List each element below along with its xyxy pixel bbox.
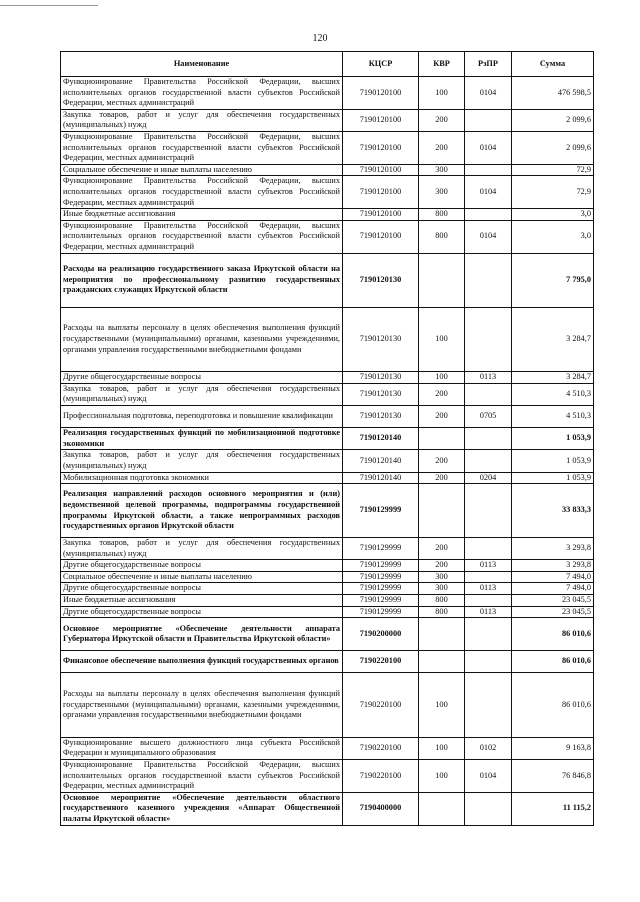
row-kvr: 100 xyxy=(419,372,465,384)
row-kvr: 100 xyxy=(419,307,465,372)
row-sum: 23 045,5 xyxy=(512,606,594,618)
table-row xyxy=(61,737,594,759)
row-sum: 3 293,8 xyxy=(512,538,594,560)
row-kcsr: 7190120100 xyxy=(343,109,419,131)
row-rzpr xyxy=(465,253,512,307)
row-sum: 2 099,6 xyxy=(512,109,594,131)
row-kvr: 800 xyxy=(419,606,465,618)
row-name: Функционирование Правительства Российской Федерации, высших исполнительных органов государственной власти субъектов Российской Федерации, местных администраций xyxy=(61,77,343,110)
row-kcsr: 7190120130 xyxy=(343,307,419,372)
table-row xyxy=(61,109,594,131)
table-row xyxy=(61,77,594,110)
row-kcsr: 7190129999 xyxy=(343,606,419,618)
row-name: Основное мероприятие «Обеспечение деятельности областного государственного казенного учреждения «Аппарат Общественной палаты Иркутской области» xyxy=(61,792,343,825)
row-rzpr xyxy=(465,618,512,651)
row-rzpr xyxy=(465,383,512,405)
row-name: Расходы на выплаты персоналу в целях обеспечения выполнения функций государственными (муниципальными) органами, казенными учреждениями, органами управления государственными внебюджетными фондами xyxy=(61,307,343,372)
row-rzpr xyxy=(465,673,512,738)
row-kcsr: 7190120140 xyxy=(343,428,419,450)
row-name: Социальное обеспечение и иные выплаты населению xyxy=(61,164,343,176)
row-name: Социальное обеспечение и иные выплаты населению xyxy=(61,571,343,583)
page-number: 120 xyxy=(312,33,328,44)
row-kvr: 800 xyxy=(419,595,465,607)
row-name: Расходы на выплаты персоналу в целях обеспечения выполнения функций государственными (муниципальными) органами, казенными учреждениями, органами управления государственными внебюджетными фондами xyxy=(61,673,343,738)
row-kcsr: 7190120100 xyxy=(343,176,419,209)
row-kvr: 800 xyxy=(419,209,465,221)
row-kcsr: 7190129999 xyxy=(343,571,419,583)
row-rzpr xyxy=(465,428,512,450)
row-kcsr: 7190129999 xyxy=(343,560,419,572)
row-name: Закупка товаров, работ и услуг для обеспечения государственных (муниципальных) нужд xyxy=(61,538,343,560)
row-kcsr: 7190220100 xyxy=(343,737,419,759)
row-kcsr: 7190120100 xyxy=(343,131,419,164)
row-name: Другие общегосударственные вопросы xyxy=(61,606,343,618)
row-sum: 3 293,8 xyxy=(512,560,594,572)
row-rzpr: 0113 xyxy=(465,606,512,618)
row-name: Закупка товаров, работ и услуг для обеспечения государственных (муниципальных) нужд xyxy=(61,383,343,405)
row-kvr xyxy=(419,484,465,538)
row-kvr: 200 xyxy=(419,472,465,484)
row-name: Функционирование Правительства Российской Федерации, высших исполнительных органов государственной власти субъектов Российской Федерации, местных администраций xyxy=(61,220,343,253)
row-rzpr xyxy=(465,651,512,673)
row-sum: 86 010,6 xyxy=(512,651,594,673)
row-kcsr: 7190120140 xyxy=(343,472,419,484)
row-name: Мобилизационная подготовка экономики xyxy=(61,472,343,484)
row-sum: 476 598,5 xyxy=(512,77,594,110)
row-kvr: 100 xyxy=(419,737,465,759)
row-rzpr: 0104 xyxy=(465,760,512,793)
row-rzpr: 0104 xyxy=(465,176,512,209)
table-row xyxy=(61,220,594,253)
table-row xyxy=(61,176,594,209)
row-sum: 23 045,5 xyxy=(512,595,594,607)
row-sum: 1 053,9 xyxy=(512,428,594,450)
row-kvr: 200 xyxy=(419,405,465,427)
table-row xyxy=(61,428,594,450)
row-kvr: 300 xyxy=(419,164,465,176)
row-kcsr: 7190120130 xyxy=(343,405,419,427)
row-name: Другие общегосударственные вопросы xyxy=(61,372,343,384)
table-row xyxy=(61,307,594,372)
row-sum: 7 795,0 xyxy=(512,253,594,307)
row-sum: 3 284,7 xyxy=(512,307,594,372)
row-rzpr xyxy=(465,164,512,176)
row-kvr xyxy=(419,618,465,651)
row-kcsr: 7190120100 xyxy=(343,164,419,176)
row-rzpr: 0102 xyxy=(465,737,512,759)
row-sum: 33 833,3 xyxy=(512,484,594,538)
table-row xyxy=(61,484,594,538)
row-sum: 2 099,6 xyxy=(512,131,594,164)
row-sum: 1 053,9 xyxy=(512,450,594,472)
row-name: Основное мероприятие «Обеспечение деятельности аппарата Губернатора Иркутской области и Правительства Иркутской области» xyxy=(61,618,343,651)
row-kcsr: 7190120130 xyxy=(343,253,419,307)
row-rzpr xyxy=(465,595,512,607)
row-kcsr: 7190120100 xyxy=(343,77,419,110)
row-rzpr xyxy=(465,307,512,372)
row-kvr: 200 xyxy=(419,109,465,131)
row-kvr: 100 xyxy=(419,77,465,110)
row-kvr: 100 xyxy=(419,673,465,738)
row-sum: 3,0 xyxy=(512,220,594,253)
row-kcsr: 7190120100 xyxy=(343,220,419,253)
row-sum: 3,0 xyxy=(512,209,594,221)
row-rzpr: 0113 xyxy=(465,372,512,384)
row-kvr xyxy=(419,428,465,450)
table-row xyxy=(61,538,594,560)
row-kcsr: 7190400000 xyxy=(343,792,419,825)
table-row xyxy=(61,583,594,595)
table-row xyxy=(61,472,594,484)
row-rzpr xyxy=(465,209,512,221)
row-name: Профессиональная подготовка, переподготовка и повышение квалификации xyxy=(61,405,343,427)
row-rzpr: 0705 xyxy=(465,405,512,427)
row-sum: 7 494,0 xyxy=(512,571,594,583)
row-rzpr xyxy=(465,792,512,825)
row-kcsr: 7190120140 xyxy=(343,450,419,472)
budget-table xyxy=(60,51,594,826)
row-kvr: 200 xyxy=(419,383,465,405)
row-sum: 4 510,3 xyxy=(512,405,594,427)
row-kvr: 200 xyxy=(419,538,465,560)
row-rzpr xyxy=(465,450,512,472)
row-kcsr: 7190200000 xyxy=(343,618,419,651)
table-row xyxy=(61,372,594,384)
row-sum: 1 053,9 xyxy=(512,472,594,484)
table-row xyxy=(61,618,594,651)
row-sum: 72,9 xyxy=(512,164,594,176)
table-row xyxy=(61,253,594,307)
row-sum: 72,9 xyxy=(512,176,594,209)
row-kvr xyxy=(419,651,465,673)
row-kcsr: 7190129999 xyxy=(343,538,419,560)
row-kcsr: 7190220100 xyxy=(343,760,419,793)
row-kcsr: 7190129999 xyxy=(343,484,419,538)
scan-edge-line xyxy=(0,5,98,6)
row-kcsr: 7190220100 xyxy=(343,651,419,673)
table-row xyxy=(61,405,594,427)
row-rzpr: 0104 xyxy=(465,131,512,164)
table-row xyxy=(61,651,594,673)
row-kcsr: 7190129999 xyxy=(343,595,419,607)
row-rzpr: 0204 xyxy=(465,472,512,484)
row-sum: 3 284,7 xyxy=(512,372,594,384)
row-sum: 86 010,6 xyxy=(512,618,594,651)
table-row xyxy=(61,383,594,405)
row-rzpr: 0104 xyxy=(465,220,512,253)
row-rzpr: 0104 xyxy=(465,77,512,110)
header-sum: Сумма xyxy=(512,52,594,77)
row-name: Финансовое обеспечение выполнения функций государственных органов xyxy=(61,651,343,673)
table-row xyxy=(61,164,594,176)
row-kvr: 300 xyxy=(419,176,465,209)
table-row xyxy=(61,131,594,164)
row-name: Функционирование высшего должностного лица субъекта Российской Федерации и муниципального образования xyxy=(61,737,343,759)
table-row xyxy=(61,450,594,472)
row-name: Иные бюджетные ассигнования xyxy=(61,595,343,607)
row-name: Иные бюджетные ассигнования xyxy=(61,209,343,221)
header-kcsr: КЦСР xyxy=(343,52,419,77)
row-name: Расходы на реализацию государственного заказа Иркутской области на мероприятия по профессиональному развитию государственных гражданских служащих Иркутской области xyxy=(61,253,343,307)
table-row xyxy=(61,209,594,221)
row-kvr: 100 xyxy=(419,760,465,793)
row-rzpr: 0113 xyxy=(465,560,512,572)
row-kvr: 200 xyxy=(419,560,465,572)
row-sum: 4 510,3 xyxy=(512,383,594,405)
row-kvr: 300 xyxy=(419,571,465,583)
row-kvr: 300 xyxy=(419,583,465,595)
row-sum: 7 494,0 xyxy=(512,583,594,595)
row-kvr xyxy=(419,253,465,307)
row-kcsr: 7190120130 xyxy=(343,372,419,384)
row-rzpr xyxy=(465,538,512,560)
table-row xyxy=(61,560,594,572)
row-sum: 11 115,2 xyxy=(512,792,594,825)
row-name: Закупка товаров, работ и услуг для обеспечения государственных (муниципальных) нужд xyxy=(61,109,343,131)
table-row xyxy=(61,673,594,738)
row-kcsr: 7190129999 xyxy=(343,583,419,595)
table-row xyxy=(61,606,594,618)
header-kvr: КВР xyxy=(419,52,465,77)
row-name: Функционирование Правительства Российской Федерации, высших исполнительных органов государственной власти субъектов Российской Федерации, местных администраций xyxy=(61,176,343,209)
row-name: Реализация государственных функций по мобилизационной подготовке экономики xyxy=(61,428,343,450)
table-row xyxy=(61,595,594,607)
row-name: Функционирование Правительства Российской Федерации, высших исполнительных органов государственной власти субъектов Российской Федерации, местных администраций xyxy=(61,131,343,164)
row-rzpr xyxy=(465,571,512,583)
row-name: Другие общегосударственные вопросы xyxy=(61,583,343,595)
table-row xyxy=(61,760,594,793)
header-name: Наименование xyxy=(61,52,343,77)
row-rzpr xyxy=(465,109,512,131)
table-header-row xyxy=(61,52,594,77)
row-name: Реализация направлений расходов основного мероприятия и (или) ведомственной целевой программы, подпрограммы государственной программы Иркутской области, а также непрограммных расходов государственных органов Иркутской области xyxy=(61,484,343,538)
row-kvr: 800 xyxy=(419,220,465,253)
row-rzpr xyxy=(465,484,512,538)
table-row xyxy=(61,792,594,825)
row-sum: 76 846,8 xyxy=(512,760,594,793)
row-name: Функционирование Правительства Российской Федерации, высших исполнительных органов государственной власти субъектов Российской Федерации, местных администраций xyxy=(61,760,343,793)
row-kcsr: 7190120130 xyxy=(343,383,419,405)
header-rzpr: РзПР xyxy=(465,52,512,77)
row-kvr: 200 xyxy=(419,131,465,164)
row-rzpr: 0113 xyxy=(465,583,512,595)
row-sum: 9 163,8 xyxy=(512,737,594,759)
row-kvr: 200 xyxy=(419,450,465,472)
row-kcsr: 7190220100 xyxy=(343,673,419,738)
row-name: Закупка товаров, работ и услуг для обеспечения государственных (муниципальных) нужд xyxy=(61,450,343,472)
row-kcsr: 7190120100 xyxy=(343,209,419,221)
row-kvr xyxy=(419,792,465,825)
row-sum: 86 010,6 xyxy=(512,673,594,738)
table-row xyxy=(61,571,594,583)
row-name: Другие общегосударственные вопросы xyxy=(61,560,343,572)
